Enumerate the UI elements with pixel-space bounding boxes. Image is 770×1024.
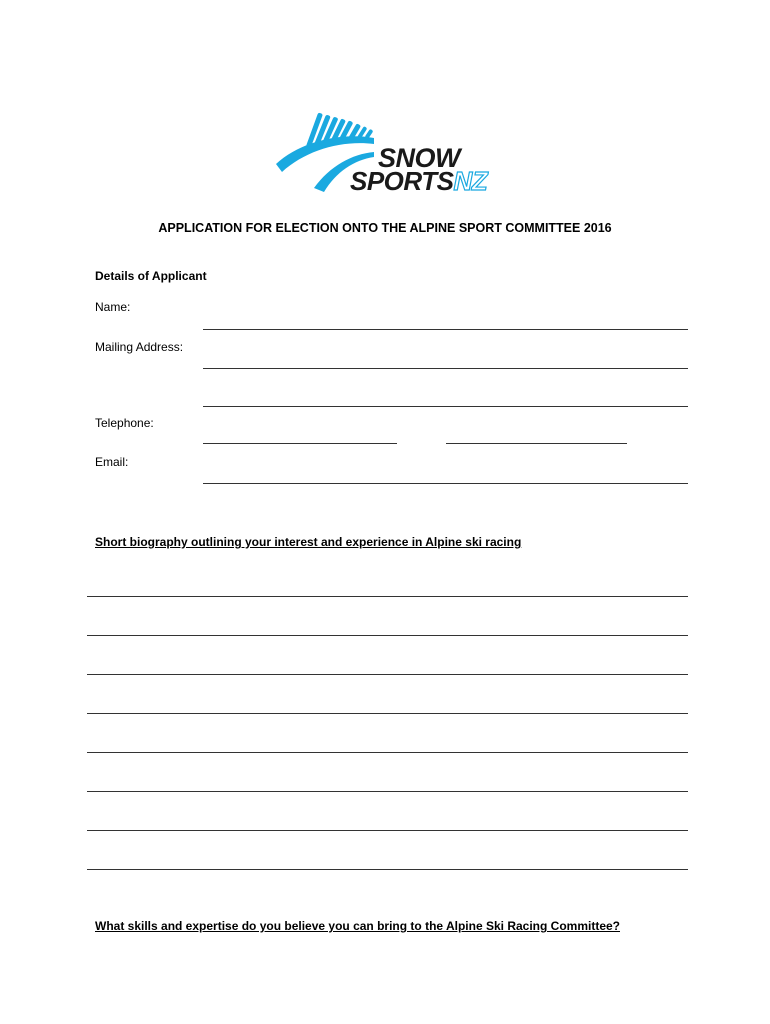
- email-label: Email:: [95, 455, 129, 469]
- telephone-label: Telephone:: [95, 416, 154, 430]
- biography-line[interactable]: [87, 752, 688, 753]
- svg-text:SPORTSNZ: [350, 166, 489, 196]
- biography-line[interactable]: [87, 869, 688, 870]
- address-field-line-2[interactable]: [203, 406, 688, 407]
- details-heading: Details of Applicant: [95, 269, 207, 283]
- snow-sports-nz-logo: [270, 104, 510, 196]
- page-title: APPLICATION FOR ELECTION ONTO THE ALPINE SPORT COMMITTEE 2016: [158, 221, 612, 235]
- skills-heading: What skills and expertise do you believe you can bring to the Alpine Ski Racing Committee?: [95, 919, 620, 933]
- logo-word-sports: SPORTS: [350, 166, 454, 196]
- logo-word-nz: NZ: [453, 166, 488, 196]
- address-field-line-1[interactable]: [203, 368, 688, 369]
- biography-line[interactable]: [87, 596, 688, 597]
- biography-line[interactable]: [87, 635, 688, 636]
- biography-line[interactable]: [87, 674, 688, 675]
- telephone-field-line-1[interactable]: [203, 443, 397, 444]
- email-field-line[interactable]: [203, 483, 688, 484]
- name-label: Name:: [95, 300, 131, 314]
- biography-heading: Short biography outlining your interest and experience in Alpine ski racing: [95, 535, 522, 549]
- name-field-line[interactable]: [203, 329, 688, 330]
- mailing-address-label: Mailing Address:: [95, 340, 184, 354]
- biography-line[interactable]: [87, 791, 688, 792]
- biography-line[interactable]: [87, 713, 688, 714]
- biography-line[interactable]: [87, 830, 688, 831]
- logo-word-snow: SNOW: [378, 143, 460, 173]
- telephone-field-line-2[interactable]: [446, 443, 627, 444]
